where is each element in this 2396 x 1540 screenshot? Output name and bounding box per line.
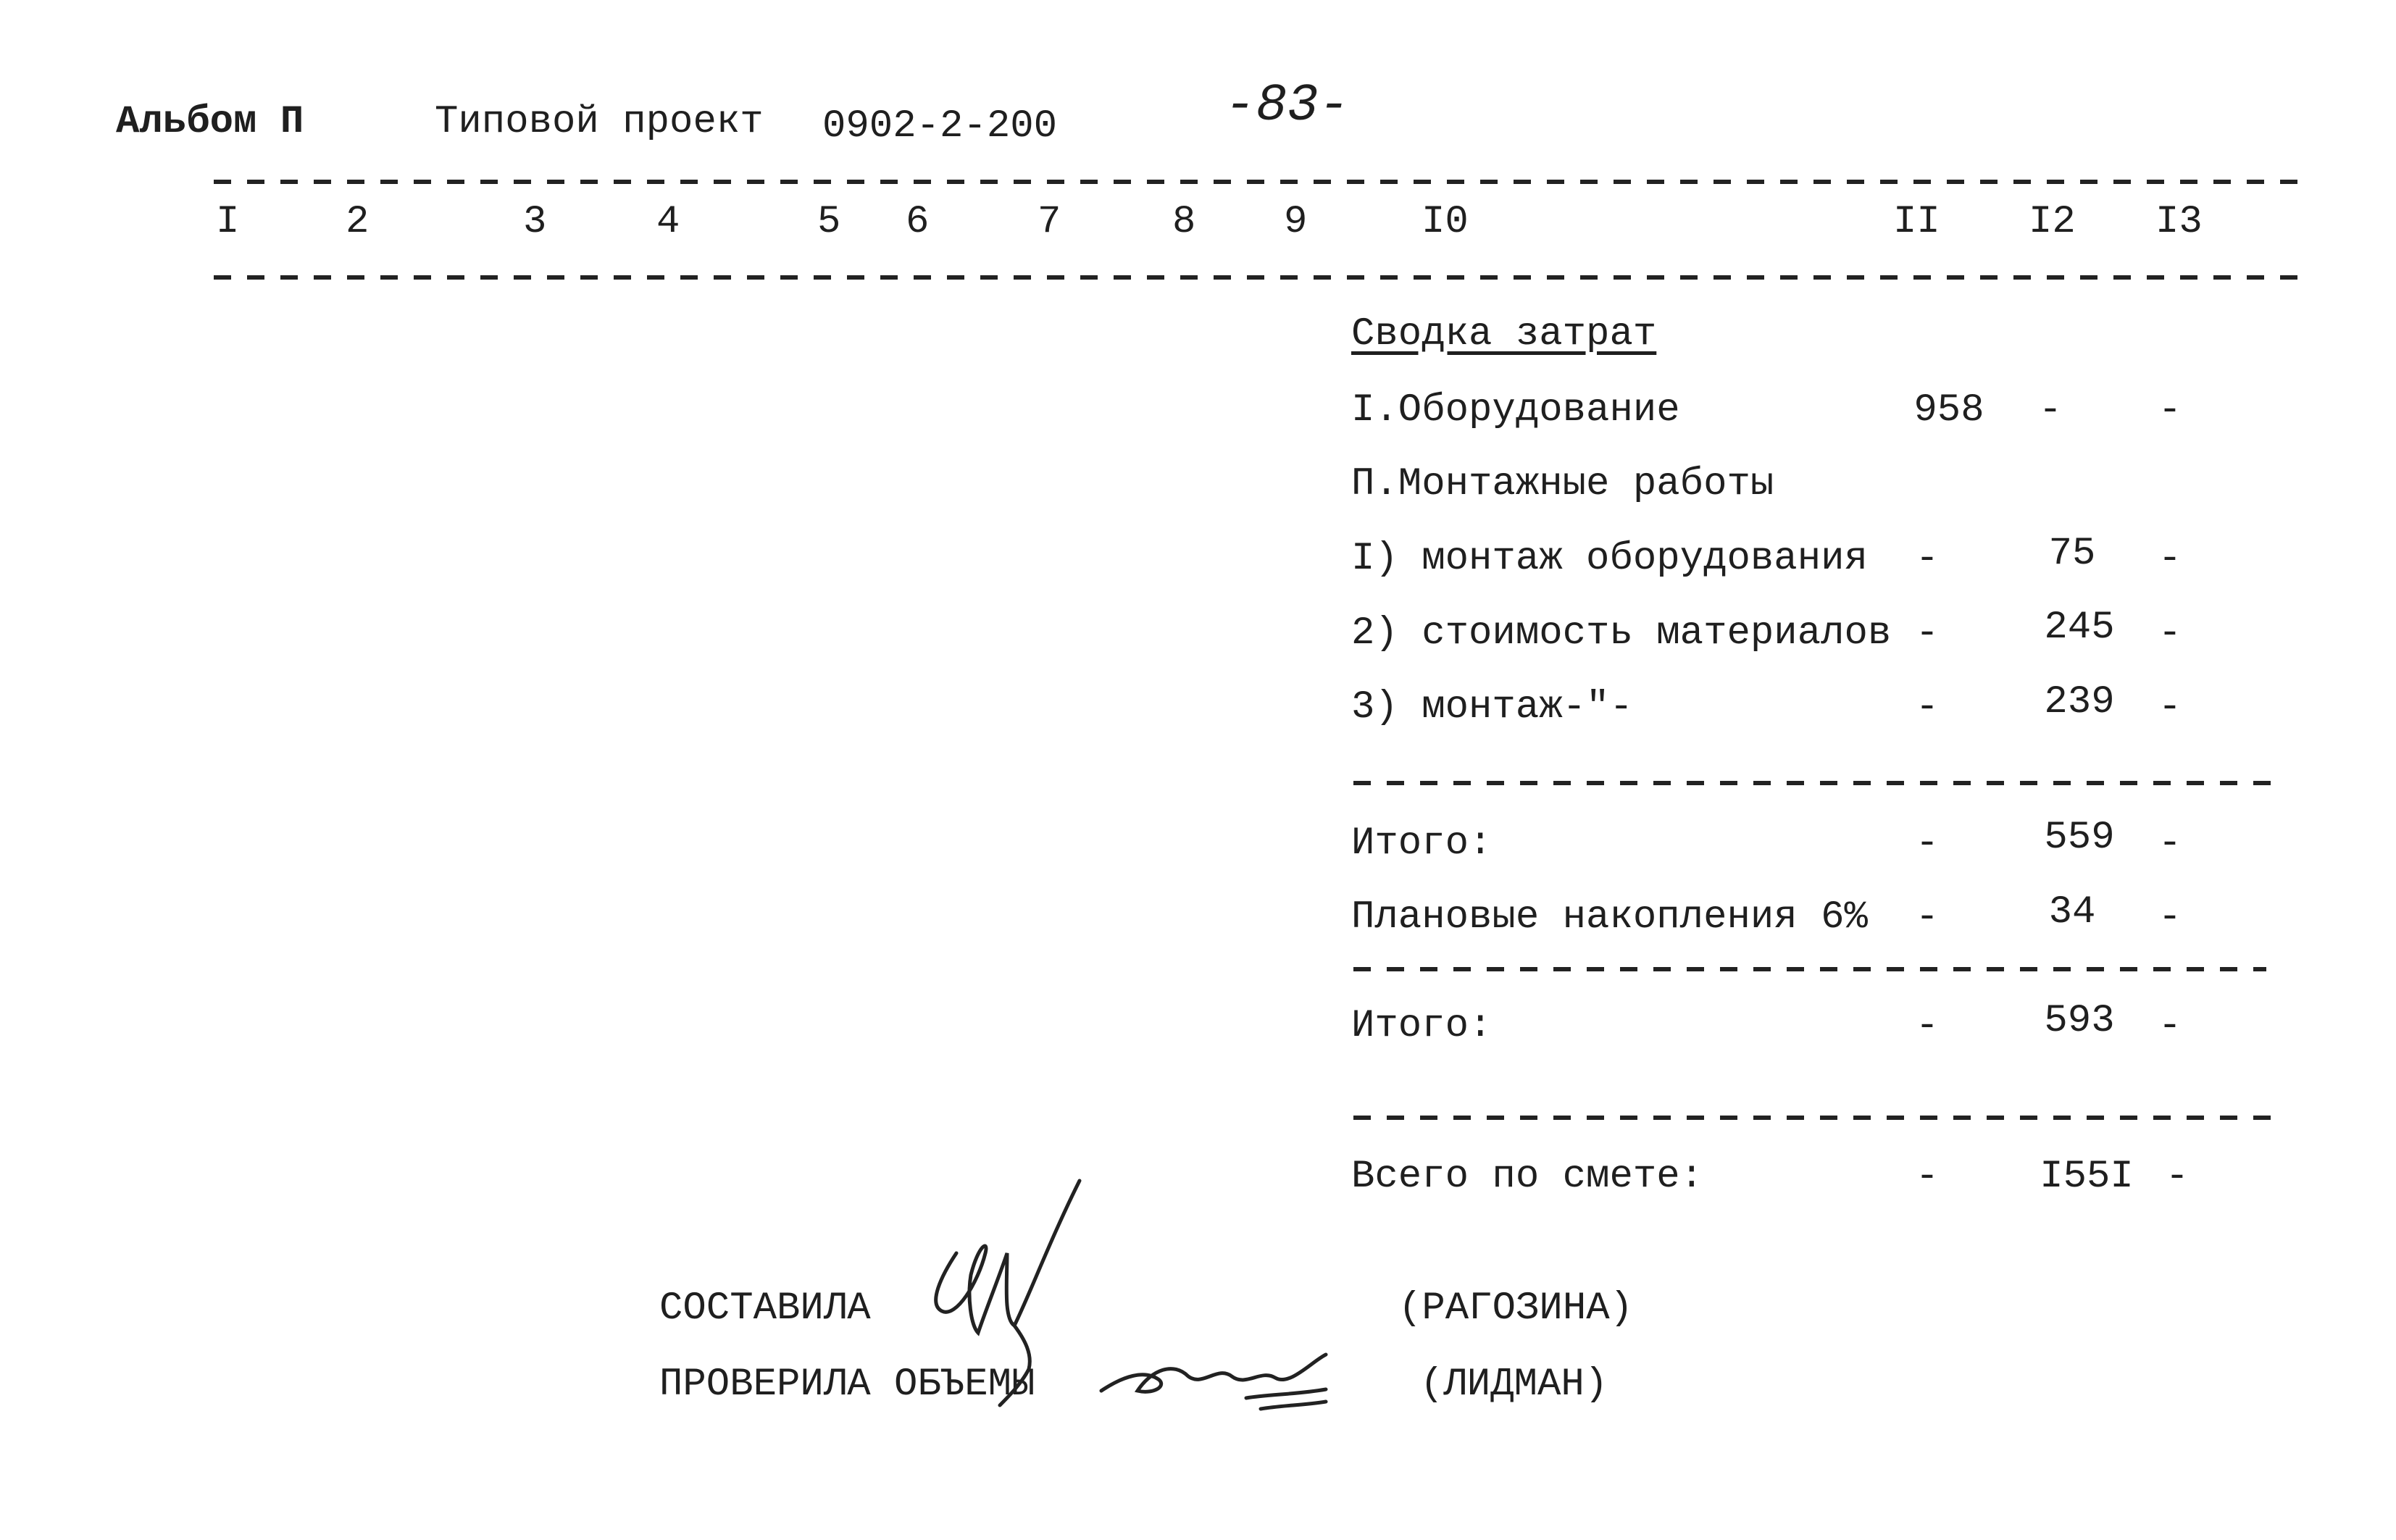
signature-checked xyxy=(1094,1326,1355,1427)
compiled-by-label: СОСТАВИЛА xyxy=(659,1286,871,1331)
grand-total-c11: - xyxy=(1915,1155,1940,1199)
grand-total-label: Всего по смете: xyxy=(1351,1155,1704,1199)
subtotal-label: Итого: xyxy=(1351,1004,1493,1048)
subtotal-c11: - xyxy=(1915,821,1940,866)
column-header-bottom-rule xyxy=(214,275,2300,280)
column-number: 8 xyxy=(1172,200,1196,244)
grand-total-c12: I55I xyxy=(2040,1155,2134,1199)
summary-row-c13: - xyxy=(2158,537,2182,581)
summary-row-c11: - xyxy=(1915,537,1940,581)
column-number: I0 xyxy=(1422,200,1469,244)
checked-by-label: ПРОВЕРИЛА ОБЪЕМЫ xyxy=(659,1363,1035,1407)
column-number: I3 xyxy=(2155,200,2203,244)
subtotal-label: Итого: xyxy=(1351,821,1493,866)
summary-row-c11: 958 xyxy=(1913,388,1984,432)
album-label: Альбом П xyxy=(116,100,304,144)
project-code: 0902-2-200 xyxy=(822,104,1058,148)
column-number: 6 xyxy=(906,200,930,244)
column-number: 4 xyxy=(656,200,680,244)
subtotal-c12: 593 xyxy=(2044,999,2115,1043)
summary-title: Сводка затрат xyxy=(1351,312,1657,356)
summary-row-c12: 245 xyxy=(2044,606,2115,650)
planned-c12: 34 xyxy=(2048,890,2096,934)
subtotal-c12: 559 xyxy=(2044,816,2115,860)
summary-row-c13: - xyxy=(2158,685,2182,729)
subtotal-c13: - xyxy=(2158,821,2182,866)
summary-row-label: 2) стоимость материалов xyxy=(1351,611,1892,656)
summary-row-label: I) монтаж оборудования xyxy=(1351,537,1868,581)
summary-row-c11: - xyxy=(1915,685,1940,729)
summary-rule xyxy=(1353,781,2281,785)
summary-row-c12: 75 xyxy=(2048,532,2096,576)
compiled-by-name: (РАГОЗИНА) xyxy=(1398,1286,1634,1331)
column-header-top-rule xyxy=(214,180,2300,184)
summary-rule xyxy=(1353,1116,2281,1120)
grand-total-c13: - xyxy=(2165,1155,2190,1199)
column-number: II xyxy=(1893,200,1940,244)
summary-row-c13: - xyxy=(2158,388,2182,432)
signature-compiled xyxy=(898,1166,1116,1413)
page-number: -83- xyxy=(1224,76,1350,135)
column-number: 5 xyxy=(817,200,841,244)
summary-row-c12: - xyxy=(2038,388,2063,432)
summary-row-c11: - xyxy=(1915,611,1940,656)
summary-row-c12: 239 xyxy=(2044,680,2115,724)
planned-c13: - xyxy=(2158,895,2182,940)
planned-label: Плановые накопления 6% xyxy=(1351,895,1868,940)
subtotal-c11: - xyxy=(1915,1004,1940,1048)
column-number: 7 xyxy=(1038,200,1061,244)
summary-rule xyxy=(1353,967,2266,971)
summary-row-label: 3) монтаж-"- xyxy=(1351,685,1633,729)
planned-c11: - xyxy=(1915,895,1940,940)
summary-row-label: П.Монтажные работы xyxy=(1351,462,1774,506)
column-number: 9 xyxy=(1284,200,1308,244)
column-number: I xyxy=(216,200,240,244)
column-number: I2 xyxy=(2029,200,2076,244)
subtotal-c13: - xyxy=(2158,1004,2182,1048)
column-number: 3 xyxy=(523,200,547,244)
checked-by-name: (ЛИДМАН) xyxy=(1420,1363,1608,1407)
summary-row-label: I.Оборудование xyxy=(1351,388,1680,432)
column-number: 2 xyxy=(346,200,370,244)
summary-row-c13: - xyxy=(2158,611,2182,656)
project-label: Типовой проект xyxy=(435,100,764,144)
